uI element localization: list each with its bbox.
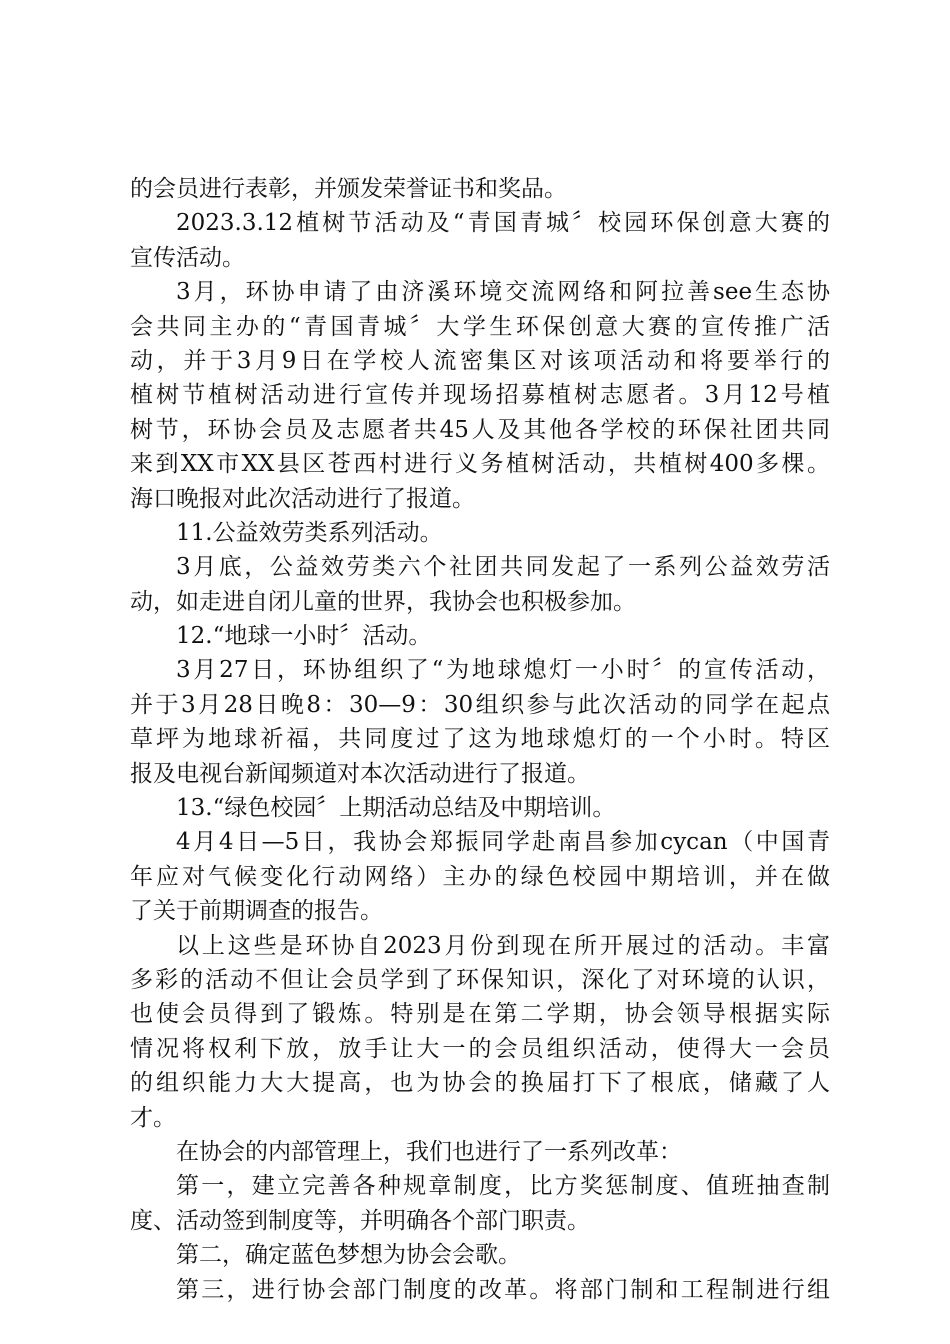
- text-line: 3月，环协申请了由济溪环境交流网络和阿拉善see生态协: [176, 279, 830, 306]
- text-line: 动，并于3月9日在学校人流密集区对该项活动和将要举行的: [130, 347, 830, 374]
- text-line: 了关于前期调查的报告。: [130, 898, 383, 925]
- text-line: 第三，进行协会部门制度的改革。将部门制和工程制进行组: [176, 1276, 830, 1303]
- text-line: 也使会员得到了锻炼。特别是在第二学期，协会领导根据实际: [130, 1001, 830, 1028]
- text-line: 树节，环协会员及志愿者共45人及其他各学校的环保社团共同: [130, 416, 830, 443]
- text-line: 会共同主办的“青国青城〞大学生环保创意大赛的宣传推广活: [130, 313, 830, 340]
- text-line: 3月底，公益效劳类六个社团共同发起了一系列公益效劳活: [176, 554, 830, 581]
- document-body-text: [130, 172, 830, 1307]
- text-line: 报及电视台新闻频道对本次活动进行了报道。: [130, 760, 590, 787]
- text-line: 的组织能力大大提高，也为协会的换届打下了根底，储藏了人: [130, 1070, 830, 1097]
- text-line: 4月4日—5日，我协会郑振同学赴南昌参加cycan（中国青: [176, 829, 830, 856]
- text-line: 海口晚报对此次活动进行了报道。: [130, 485, 475, 512]
- text-line: 在协会的内部管理上，我们也进行了一系列改革：: [176, 1138, 682, 1165]
- text-line: 第二，确定蓝色梦想为协会会歌。: [176, 1242, 521, 1269]
- text-line: 13.“绿色校园〞上期活动总结及中期培训。: [176, 795, 616, 822]
- text-line: 的会员进行表彰，并颁发荣誉证书和奖品。: [130, 176, 567, 202]
- text-line: 草坪为地球祈福，共同度过了这为地球熄灯的一个小时。特区: [130, 726, 830, 753]
- text-line: 植树节植树活动进行宣传并现场招募植树志愿者。3月12号植: [130, 382, 830, 409]
- text-line: 情况将权利下放，放手让大一的会员组织活动，使得大一会员: [130, 1035, 830, 1062]
- text-line: 以上这些是环协自2023月份到现在所开展过的活动。丰富: [176, 932, 830, 959]
- text-line: 2023.3.12植树节活动及“青国青城〞校园环保创意大赛的: [176, 210, 830, 237]
- text-line: 来到XX市XX县区苍西村进行义务植树活动，共植树400多棵。: [130, 451, 830, 478]
- text-line: 11.公益效劳类系列活动。: [176, 519, 443, 546]
- text-line: 第一，建立完善各种规章制度，比方奖惩制度、值班抽查制: [176, 1173, 830, 1200]
- text-line: 3月27日，环协组织了“为地球熄灯一小时〞的宣传活动，: [176, 657, 830, 684]
- text-line: 动，如走进自闭儿童的世界，我协会也积极参加。: [130, 588, 636, 615]
- text-line: 多彩的活动不但让会员学到了环保知识，深化了对环境的认识，: [130, 966, 830, 993]
- text-line: 才。: [130, 1104, 176, 1131]
- text-line: 12.“地球一小时〞活动。: [176, 623, 432, 650]
- text-line: 宣传活动。: [130, 244, 245, 271]
- text-line: 年应对气候变化行动网络）主办的绿色校园中期培训，并在做: [130, 863, 830, 890]
- text-line: 并于3月28日晚8：30—9：30组织参与此次活动的同学在起点: [130, 691, 830, 718]
- text-line: 度、活动签到制度等，并明确各个部门职责。: [130, 1207, 590, 1234]
